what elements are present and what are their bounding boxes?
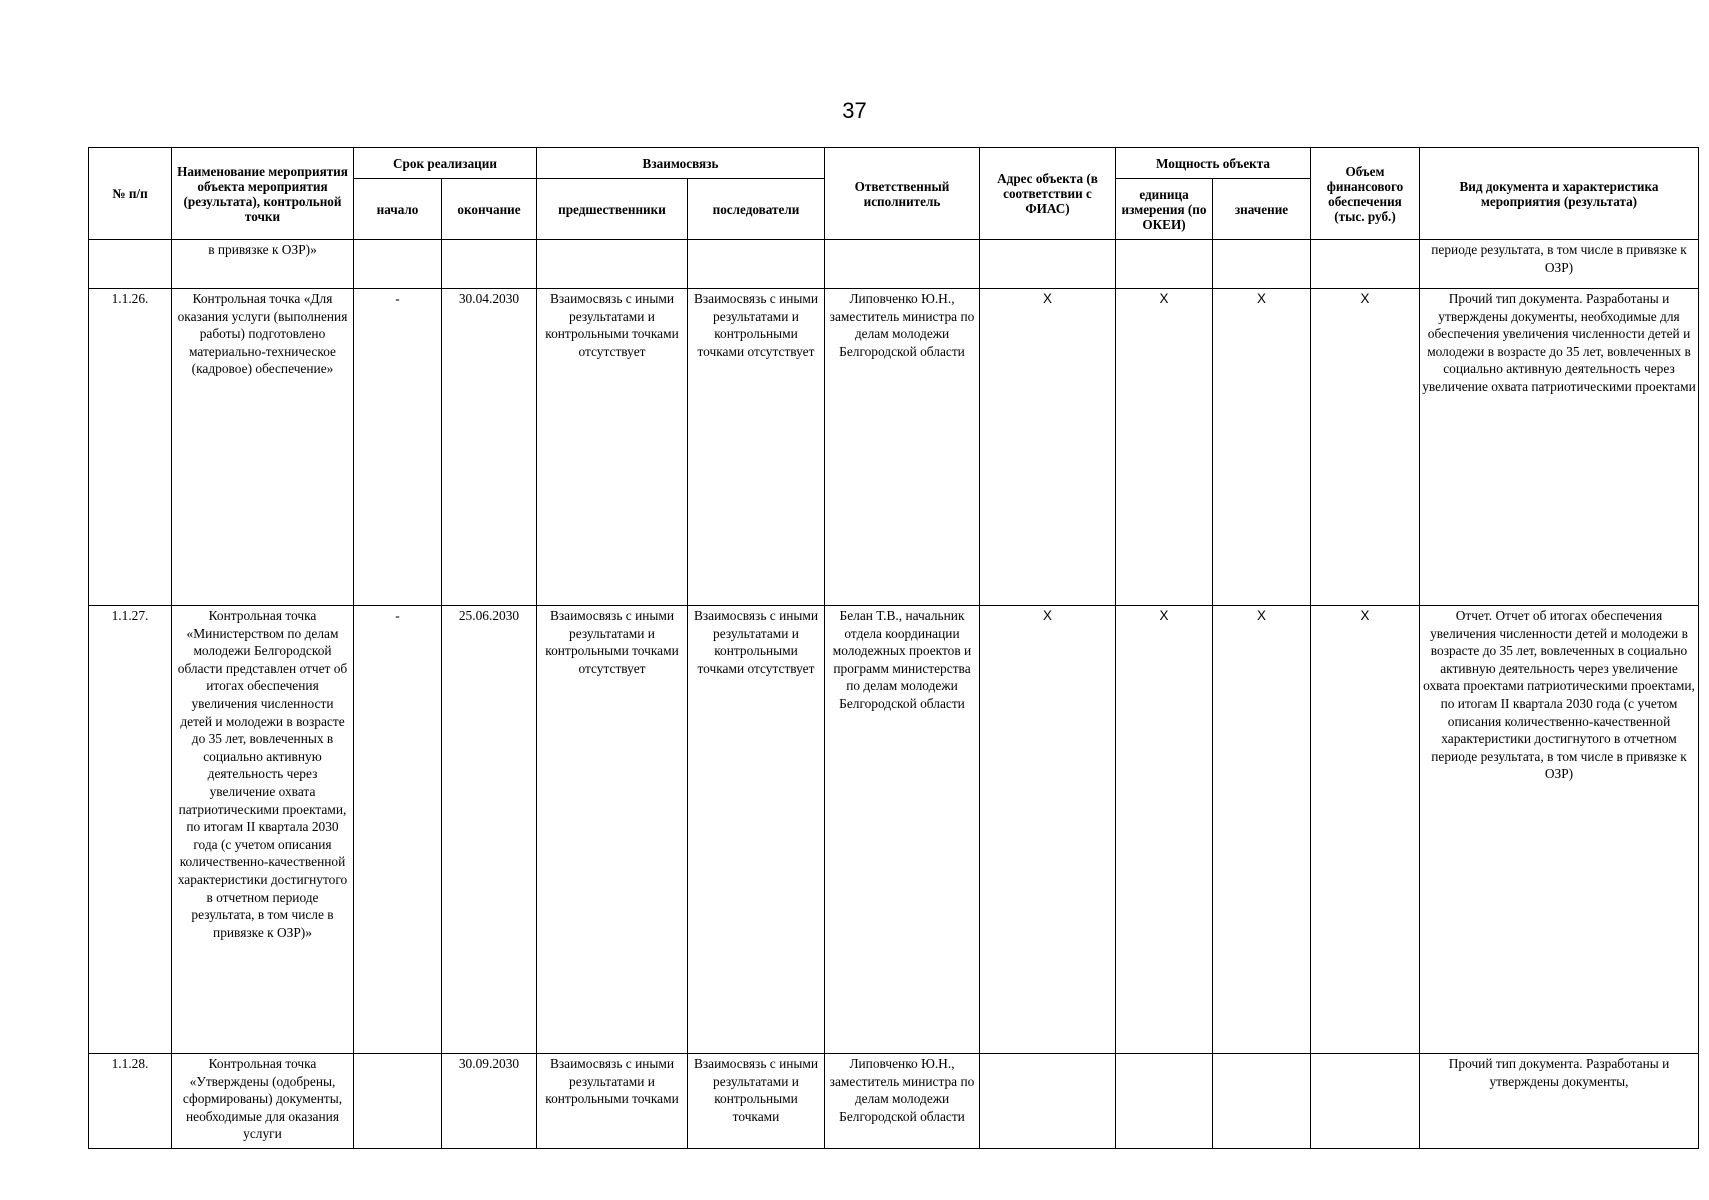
cell-responsible: Липовченко Ю.Н., заместитель министра по делам молодежи Белгородской области [825, 289, 980, 606]
header-name: Наименование мероприятия объекта мероприятия (результата), контрольной точки [172, 148, 354, 240]
cell-name: Контрольная точка «Утверждены (одобрены, сформированы) документы, необходимые для оказания услуги [172, 1054, 354, 1149]
cell-responsible: Белан Т.В., начальник отдела координации молодежных проектов и программ министерства по делам молодежи Белгородской области [825, 606, 980, 1054]
cell-start: - [354, 289, 442, 606]
header-num: № п/п [89, 148, 172, 240]
table-row [89, 289, 1699, 606]
cell-end: 30.04.2030 [442, 289, 537, 606]
cell-unit: X [1116, 606, 1213, 1054]
cell-volume: X [1311, 289, 1420, 606]
cell-value: X [1213, 289, 1311, 606]
cell-successors: Взаимосвязь с иными результатами и контрольными точками [688, 1054, 825, 1149]
header-successors: последователи [688, 179, 825, 240]
cell-unit: X [1116, 289, 1213, 606]
cell-address: X [980, 289, 1116, 606]
page-number: 37 [842, 98, 867, 123]
cell-document: Прочий тип документа. Разработаны и утверждены документы, [1420, 1054, 1699, 1149]
header-capacity: Мощность объекта [1116, 148, 1311, 179]
header-value: значение [1213, 179, 1311, 240]
cell-document: Отчет. Отчет об итогах обеспечения увеличения численности детей и молодежи в возрасте до 35 лет, вовлеченных в социально активную деятельность через увеличение охвата проектами патриотическими проектами, по итогам II квартала 2030 года (с учетом описания количественно-качественной характеристики достигнутого в отчетном периоде результата, в том числе в привязке к ОЗР) [1420, 606, 1699, 1054]
header-address: Адрес объекта (в соответствии с ФИАС) [980, 148, 1116, 240]
plan-table [88, 147, 1699, 1149]
cell-unit [1116, 1054, 1213, 1149]
table-row-continuation [89, 240, 1699, 289]
cell-start [354, 1054, 442, 1149]
table-row [89, 606, 1699, 1054]
cell-address [980, 1054, 1116, 1149]
cell-predecessors: Взаимосвязь с иными результатами и контрольными точками отсутствует [537, 289, 688, 606]
cell-value: X [1213, 606, 1311, 1054]
cell-name: Контрольная точка «Для оказания услуги (выполнения работы) подготовлено материально-техническое (кадровое) обеспечение» [172, 289, 354, 606]
header-end: окончание [442, 179, 537, 240]
cell-value [1213, 1054, 1311, 1149]
cell-start: - [354, 606, 442, 1054]
cell-end: 30.09.2030 [442, 1054, 537, 1149]
header-start: начало [354, 179, 442, 240]
cell-address: X [980, 606, 1116, 1054]
header-term: Срок реализации [354, 148, 537, 179]
cell-document: периоде результата, в том числе в привязке к ОЗР) [1420, 240, 1699, 289]
cell-successors: Взаимосвязь с иными результатами и контрольными точками отсутствует [688, 289, 825, 606]
header-unit: единица измерения (по ОКЕИ) [1116, 179, 1213, 240]
cell-end: 25.06.2030 [442, 606, 537, 1054]
cell-volume [1311, 1054, 1420, 1149]
header-volume: Объем финансового обеспечения (тыс. руб.) [1311, 148, 1420, 240]
cell-successors: Взаимосвязь с иными результатами и контрольными точками отсутствует [688, 606, 825, 1054]
cell-num: 1.1.26. [89, 289, 172, 606]
table-row [89, 1054, 1699, 1149]
cell-volume: X [1311, 606, 1420, 1054]
header-document: Вид документа и характеристика мероприятия (результата) [1420, 148, 1699, 240]
cell-name: Контрольная точка «Министерством по делам молодежи Белгородской области представлен отчет об итогах обеспечения увеличения численности детей и молодежи в возрасте до 35 лет, вовлеченных в социально активную деятельность через увеличение охвата патриотическими проектами, по итогам II квартала 2030 года (с учетом описания количественно-качественной характеристики достигнутого в отчетном периоде результата, в том числе в привязке к ОЗР)» [172, 606, 354, 1054]
cell-name: в привязке к ОЗР)» [172, 240, 354, 289]
cell-predecessors: Взаимосвязь с иными результатами и контрольными точками отсутствует [537, 606, 688, 1054]
cell-predecessors: Взаимосвязь с иными результатами и контрольными точками [537, 1054, 688, 1149]
cell-document: Прочий тип документа. Разработаны и утверждены документы, необходимые для обеспечения увеличения численности детей и молодежи в возрасте до 35 лет, вовлеченных в социально активную деятельность через увеличение охвата патриотическими проектами [1420, 289, 1699, 606]
table-header-row [89, 148, 1699, 179]
header-responsible: Ответственный исполнитель [825, 148, 980, 240]
cell-num: 1.1.27. [89, 606, 172, 1054]
header-link: Взаимосвязь [537, 148, 825, 179]
cell-num: 1.1.28. [89, 1054, 172, 1149]
header-predecessors: предшественники [537, 179, 688, 240]
cell-responsible: Липовченко Ю.Н., заместитель министра по делам молодежи Белгородской области [825, 1054, 980, 1149]
